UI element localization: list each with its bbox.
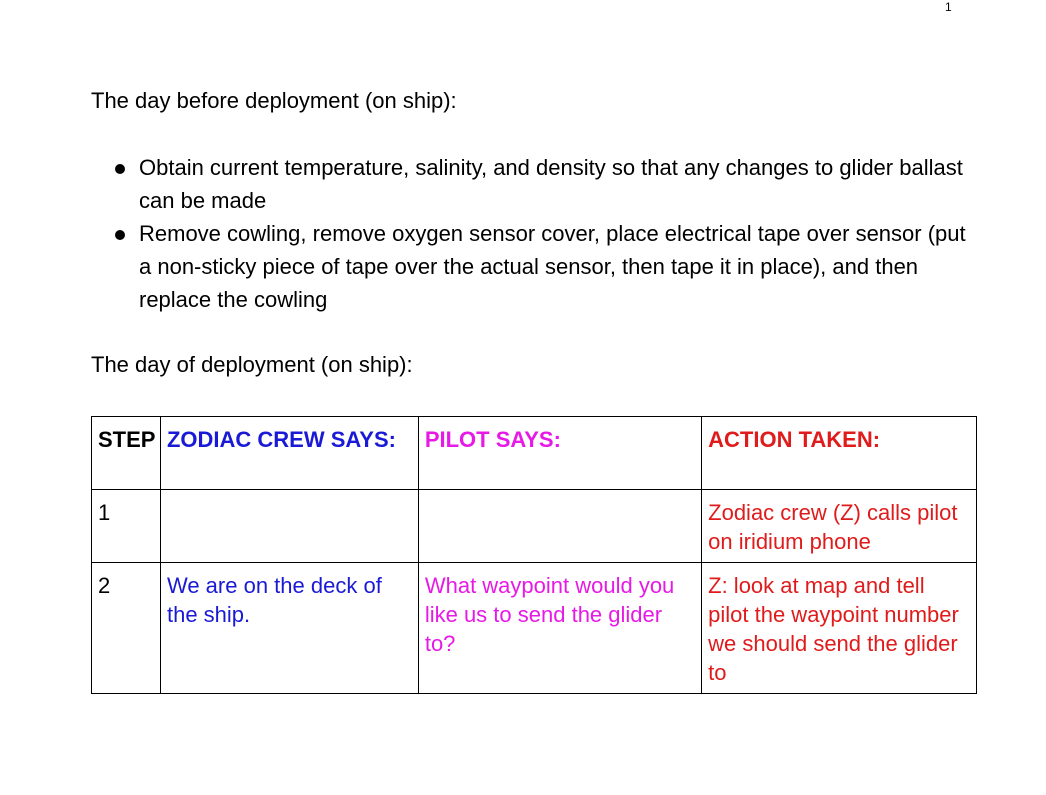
- bullet-list-day-before: [113, 151, 973, 316]
- header-action: ACTION TAKEN:: [702, 417, 977, 490]
- header-pilot: PILOT SAYS:: [418, 417, 701, 490]
- cell-step: 1: [92, 490, 161, 563]
- table-row: [92, 563, 977, 694]
- table-row: [92, 490, 977, 563]
- table-header-row: [92, 417, 977, 490]
- bullet-text: Remove cowling, remove oxygen sensor cover, place electrical tape over sensor (put a non-sticky piece of tape over the actual sensor, then tape it in place), and then replace the cowling: [139, 221, 966, 312]
- bullet-item: [113, 151, 973, 217]
- cell-zodiac: We are on the deck of the ship.: [160, 563, 418, 694]
- bullet-item: [113, 217, 973, 316]
- heading-day-before: The day before deployment (on ship):: [91, 88, 457, 113]
- cell-step: 2: [92, 563, 161, 694]
- heading-day-of: The day of deployment (on ship):: [91, 352, 413, 377]
- cell-zodiac: [160, 490, 418, 563]
- deployment-steps-table: [91, 416, 977, 694]
- cell-pilot: [418, 490, 701, 563]
- bullet-text: Obtain current temperature, salinity, and density so that any changes to glider ballast can be made: [139, 155, 963, 213]
- page-number: 1: [945, 0, 952, 14]
- cell-action: Z: look at map and tell pilot the waypoint number we should send the glider to: [702, 563, 977, 694]
- cell-action: Zodiac crew (Z) calls pilot on iridium phone: [702, 490, 977, 563]
- bullet-dot-icon: [115, 164, 125, 174]
- bullet-dot-icon: [115, 230, 125, 240]
- cell-pilot: What waypoint would you like us to send the glider to?: [418, 563, 701, 694]
- header-step: STEP: [92, 417, 161, 490]
- header-zodiac-crew: ZODIAC CREW SAYS:: [160, 417, 418, 490]
